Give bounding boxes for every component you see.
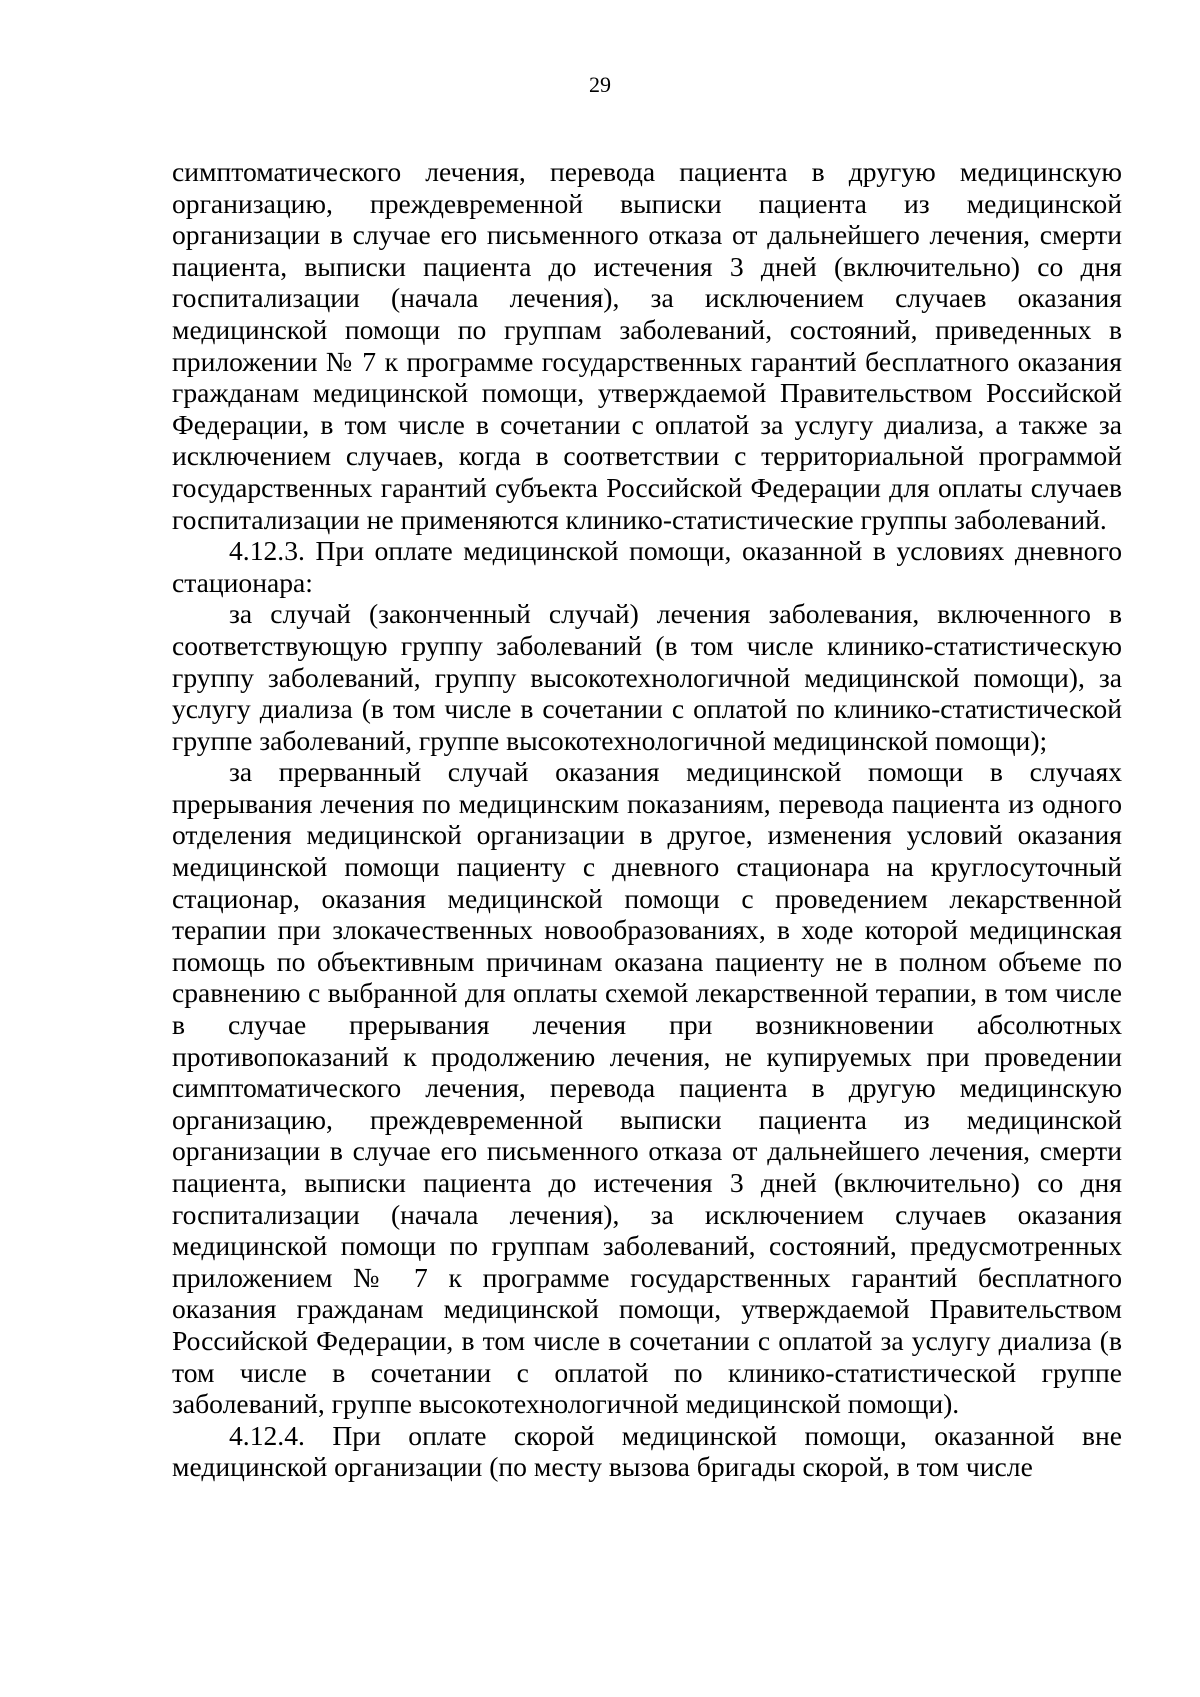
- page-number: 29: [589, 72, 611, 97]
- paragraph-section-4-12-3: 4.12.3. При оплате медицинской помощи, оказанной в условиях дневного стационара:: [172, 535, 1122, 598]
- paragraph-continuation: симптоматического лечения, перевода пациента в другую медицинскую организацию, преждевременной выписки пациента из медицинской организации в случае его письменного отказа от дальнейшего лечения, смерти пациента, выписки пациента до истечения 3 дней (включительно) со дня госпитализации (начала лечения), за исключением случаев оказания медицинской помощи по группам заболеваний, состояний, приведенных в приложении № 7 к программе государственных гарантий бесплатного оказания гражданам медицинской помощи, утверждаемой Правительством Российской Федерации, в том числе в сочетании с оплатой за услугу диализа, а также за исключением случаев, когда в соответствии с территориальной программой государственных гарантий субъекта Российской Федерации для оплаты случаев госпитализации не применяются клинико-статистические группы заболеваний.: [172, 156, 1122, 535]
- paragraph-interrupted-case: за прерванный случай оказания медицинской помощи в случаях прерывания лечения по медицинским показаниям, перевода пациента из одного отделения медицинской организации в другое, изменения условий оказания медицинской помощи пациенту с дневного стационара на круглосуточный стационар, оказания медицинской помощи с проведением лекарственной терапии при злокачественных новообразованиях, в ходе которой медицинская помощь по объективным причинам оказана пациенту не в полном объеме по сравнению с выбранной для оплаты схемой лекарственной терапии, в том числе в случае прерывания лечения при возникновении абсолютных противопоказаний к продолжению лечения, не купируемых при проведении симптоматического лечения, перевода пациента в другую медицинскую организацию, преждевременной выписки пациента из медицинской организации в случае его письменного отказа от дальнейшего лечения, смерти пациента, выписки пациента до истечения 3 дней (включительно) со дня госпитализации (начала лечения), за исключением случаев оказания медицинской помощи по группам заболеваний, состояний, предусмотренных приложением № 7 к программе государственных гарантий бесплатного оказания гражданам медицинской помощи, утверждаемой Правительством Российской Федерации, в том числе в сочетании с оплатой за услугу диализа (в том числе в сочетании с оплатой по клинико-статистической группе заболеваний, группе высокотехнологичной медицинской помощи).: [172, 756, 1122, 1420]
- paragraph-section-4-12-4: 4.12.4. При оплате скорой медицинской помощи, оказанной вне медицинской организации (по месту вызова бригады скорой, в том числе: [172, 1419, 1122, 1483]
- paragraph-completed-case: за случай (законченный случай) лечения заболевания, включенного в соответствующую группу заболеваний (в том числе клинико-статистическую группу заболеваний, группу высокотехнологичной медицинской помощи), за услугу диализа (в том числе в сочетании с оплатой по клинико-статистической группе заболеваний, группе высокотехнологичной медицинской помощи);: [172, 598, 1122, 756]
- document-body: [172, 156, 1122, 1483]
